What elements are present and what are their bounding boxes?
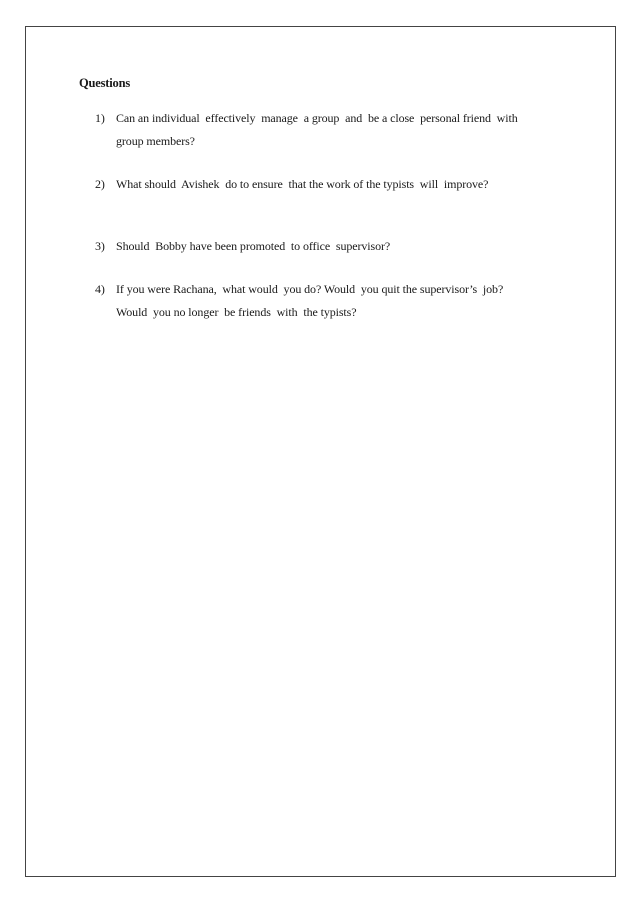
question-item — [95, 173, 555, 196]
question-number: 3) — [95, 239, 105, 253]
question-number: 2) — [95, 177, 105, 191]
questions-heading: Questions — [79, 76, 130, 90]
question-item — [95, 235, 555, 258]
question-text-line: Can an individual effectively manage a group and be a close personal friend with — [116, 111, 518, 125]
question-text-line: What should Avishek do to ensure that the work of the typists will improve? — [116, 177, 489, 191]
question-item — [95, 278, 555, 324]
question-number: 4) — [95, 282, 105, 296]
question-text-line: group members? — [116, 134, 195, 148]
question-text-line: If you were Rachana, what would you do? Would you quit the supervisor’s job? — [116, 282, 504, 296]
page-border — [25, 26, 616, 877]
question-text-line: Should Bobby have been promoted to office supervisor? — [116, 239, 391, 253]
question-number: 1) — [95, 111, 105, 125]
question-text-line: Would you no longer be friends with the typists? — [116, 305, 357, 319]
question-item — [95, 107, 555, 153]
